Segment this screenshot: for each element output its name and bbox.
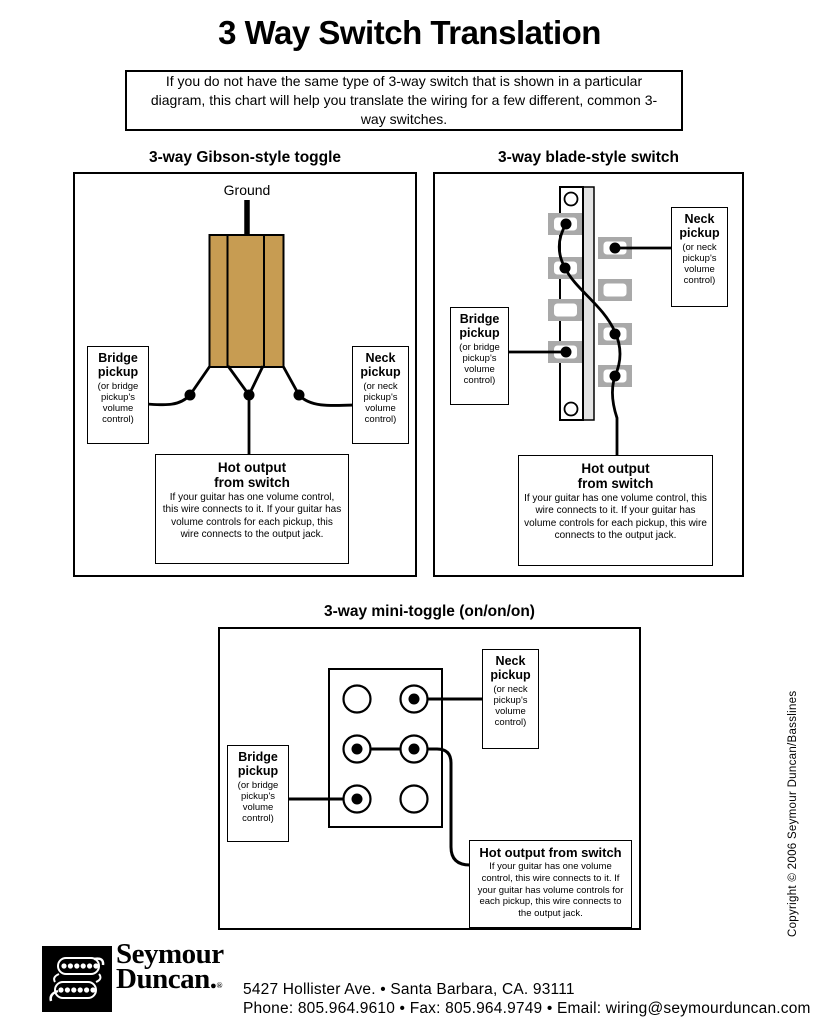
registered-mark: ® <box>216 981 223 990</box>
bridge-pickup-subtext: (or bridge pickup's volume control) <box>97 381 139 425</box>
gibson-diagram-panel <box>73 172 417 577</box>
toggle-switch-body <box>210 235 284 367</box>
hot-output-body: If your guitar has one volume control, this wire connects to it. If your guitar has volume controls for each pickup, this wire connects to the output jack. <box>477 861 624 920</box>
hot-output-title-line2: from switch <box>577 476 654 491</box>
neck-pickup-subtext: (or neck pickup's volume control) <box>682 242 717 286</box>
bridge-pickup-title: Bridge pickup <box>97 351 139 379</box>
bridge-wire <box>147 366 210 405</box>
solder-dot <box>610 371 621 382</box>
terminal <box>344 686 371 713</box>
footer-address: 5427 Hollister Ave. • Santa Barbara, CA. 93111 <box>243 981 575 998</box>
brand-line2 <box>116 963 224 998</box>
neck-pickup-label-box <box>482 649 539 749</box>
solder-dot <box>352 744 363 755</box>
hot-output-title <box>519 461 712 491</box>
mounting-hole <box>565 403 578 416</box>
solder-dot <box>352 794 363 805</box>
solder-dot <box>561 347 572 358</box>
neck-pickup-title: Neck pickup <box>679 212 720 240</box>
bridge-pickup-label-box <box>450 307 509 405</box>
ground-label: Ground <box>223 182 271 198</box>
solder-dot <box>294 390 305 401</box>
solder-dot <box>244 390 255 401</box>
hot-output-title-line1: Hot output <box>581 461 650 476</box>
hot-output-label-box <box>155 454 349 564</box>
neck-wire <box>283 366 354 406</box>
blade-strip <box>583 187 594 420</box>
terminal <box>401 786 428 813</box>
bridge-pickup-title: Bridge pickup <box>459 312 500 340</box>
brand-wordmark <box>116 938 224 998</box>
neck-pickup-label-box <box>671 207 728 307</box>
solder-dot <box>185 390 196 401</box>
lug-hole <box>604 284 627 297</box>
hot-output-body: If your guitar has one volume control, this wire connects to it. If your guitar has volume controls for each pickup, this wire connects to the output jack. <box>162 492 342 540</box>
bridge-pickup-title: Bridge pickup <box>237 750 279 778</box>
hot-output-label-box <box>469 840 632 928</box>
copyright-sidebar-text: Copyright © 2006 Seymour Duncan/Basslines <box>787 690 799 937</box>
bridge-pickup-subtext: (or bridge pickup's volume control) <box>237 780 279 824</box>
seymour-duncan-logo <box>42 946 112 1017</box>
brand-line2-text: Duncan. <box>116 963 217 995</box>
blade-diagram-panel <box>433 172 744 577</box>
seymour-duncan-logo-icon <box>42 946 112 1012</box>
blade-diagram-heading: 3-way blade-style switch <box>498 149 679 166</box>
neck-pickup-title: Neck pickup <box>490 654 531 682</box>
neck-pickup-label-box <box>352 346 409 444</box>
common-wires <box>228 366 263 395</box>
hot-output-body: If your guitar has one volume control, this wire connects to it. If your guitar has volume controls for each pickup, this wire connects to the output jack. <box>524 493 707 541</box>
neck-pickup-title: Neck pickup <box>360 351 401 379</box>
solder-dot <box>610 329 621 340</box>
solder-dot <box>409 694 420 705</box>
hot-output-label-box <box>518 455 713 566</box>
neck-pickup-subtext: (or neck pickup's volume control) <box>493 684 528 728</box>
bridge-pickup-subtext: (or bridge pickup's volume control) <box>459 342 500 386</box>
neck-pickup-subtext: (or neck pickup's volume control) <box>363 381 398 425</box>
mounting-hole <box>565 193 578 206</box>
solder-dot <box>409 744 420 755</box>
page-title: 3 Way Switch Translation <box>218 14 601 51</box>
solder-dot <box>561 219 572 230</box>
solder-dot <box>560 263 571 274</box>
solder-dot <box>610 243 621 254</box>
footer-contact: Phone: 805.964.9610 • Fax: 805.964.9749 • Email: wiring@seymourduncan.com <box>243 999 811 1017</box>
hot-output-title: Hot output from switch <box>479 845 622 860</box>
bridge-pickup-label-box <box>227 745 289 842</box>
hot-output-title-line2: from switch <box>214 475 290 490</box>
hot-output-title <box>156 460 348 490</box>
brand-line1: Seymour <box>116 938 224 970</box>
bridge-pickup-label-box <box>87 346 149 444</box>
lug-hole <box>554 304 577 317</box>
gibson-diagram-heading: 3-way Gibson-style toggle <box>148 149 342 166</box>
intro-text: If you do not have the same type of 3-way switch that is shown in a particular diagram, this chart will help you translate the wiring for a few different, common 3-way switches. <box>150 73 658 127</box>
intro-box <box>125 70 683 131</box>
footer-address-block <box>243 981 811 1018</box>
logo-background <box>42 946 112 1012</box>
hot-output-title-line1: Hot output <box>217 460 287 475</box>
mini-toggle-diagram-heading: 3-way mini-toggle (on/on/on) <box>324 603 535 620</box>
mini-toggle-diagram-panel <box>218 627 641 930</box>
